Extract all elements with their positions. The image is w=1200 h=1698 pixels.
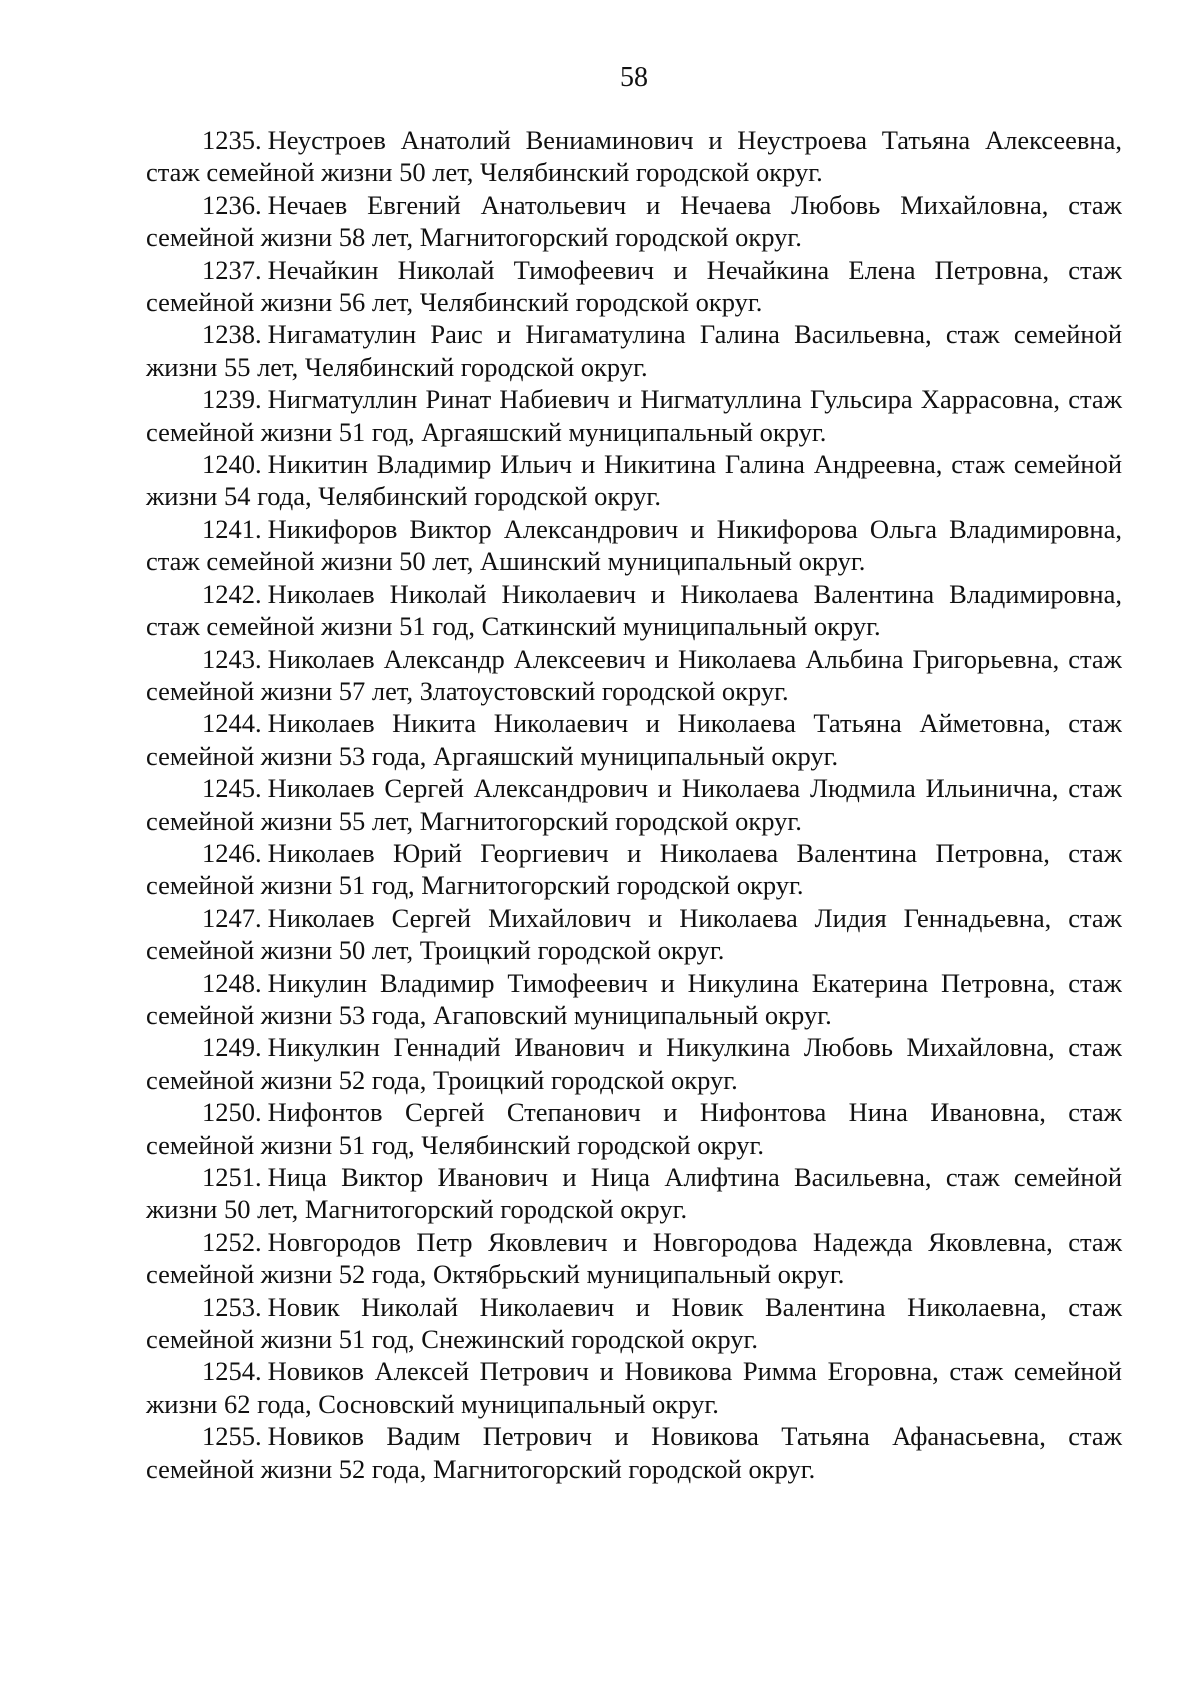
entry-number: 1235. (202, 125, 262, 155)
list-item (146, 707, 1122, 772)
list-item (146, 189, 1122, 254)
list-item (146, 254, 1122, 319)
entry-text: Николаев Сергей Михайлович и Николаева Лидия Геннадьевна, стаж семейной жизни 50 лет, Троицкий городской округ. (146, 902, 1122, 966)
entry-text: Никитин Владимир Ильич и Никитина Галина Андреевна, стаж семейной жизни 54 года, Челябинский городской округ. (146, 449, 1122, 512)
entry-text: Новиков Алексей Петрович и Новикова Римма Егоровна, стаж семейной жизни 62 года, Сосновский муниципальный округ. (146, 1356, 1122, 1419)
entry-text: Нигматуллин Ринат Набиевич и Нигматуллина Гульсира Харрасовна, стаж семейной жизни 51 год, Аргаяшский муниципальный округ. (146, 384, 1122, 447)
entry-text: Никулкин Геннадий Иванович и Никулкина Любовь Михайловна, стаж семейной жизни 52 года, Троицкий городской округ. (146, 1032, 1122, 1095)
list-item (146, 967, 1122, 1032)
list-item (146, 643, 1122, 708)
entry-number: 1242. (202, 578, 262, 609)
entry-number: 1255. (202, 1421, 262, 1452)
entry-number: 1240. (202, 449, 262, 480)
entry-number: 1246. (202, 837, 262, 868)
entry-text: Николаев Сергей Александрович и Николаева Людмила Ильинична, стаж семейной жизни 55 лет, Магнитогорский городской округ. (146, 773, 1122, 836)
list-item (146, 383, 1122, 448)
entry-number: 1248. (202, 967, 262, 998)
entry-number: 1249. (202, 1032, 262, 1063)
entry-text: Николаев Александр Алексеевич и Николаева Альбина Григорьевна, стаж семейной жизни 57 лет, Златоустовский городской округ. (146, 643, 1122, 706)
entry-number: 1237. (202, 254, 262, 285)
entry-text: Ница Виктор Иванович и Ница Алифтина Васильевна, стаж семейной жизни 50 лет, Магнитогорский городской округ. (146, 1162, 1122, 1225)
list-item (146, 1420, 1122, 1485)
list-item (146, 448, 1122, 513)
entry-number: 1252. (202, 1226, 262, 1257)
entry-text: Никифоров Виктор Александрович и Никифорова Ольга Владимировна, стаж семейной жизни 50 лет, Ашинский муниципальный округ. (146, 513, 1122, 577)
entry-number: 1247. (202, 902, 262, 933)
list-item (146, 1161, 1122, 1226)
list-item (146, 837, 1122, 902)
page-number: 58 (620, 62, 648, 93)
list-item (146, 772, 1122, 837)
list-item (146, 513, 1122, 578)
list-item (146, 1291, 1122, 1356)
entry-text: Нифонтов Сергей Степанович и Нифонтова Нина Ивановна, стаж семейной жизни 51 год, Челябинский городской округ. (146, 1097, 1122, 1160)
list-item (146, 318, 1122, 383)
entry-text: Неустроев Анатолий Вениаминович и Неустроева Татьяна Алексеевна, стаж семейной жизни 50 лет, Челябинский городской округ. (146, 125, 1122, 188)
entry-text: Нигаматулин Раис и Нигаматулина Галина Васильевна, стаж семейной жизни 55 лет, Челябинский городской округ. (146, 319, 1122, 382)
entry-number: 1253. (202, 1291, 262, 1322)
entry-number: 1239. (202, 384, 262, 415)
list-item (146, 124, 1122, 189)
entry-text: Николаев Никита Николаевич и Николаева Татьяна Айметовна, стаж семейной жизни 53 года, Аргаяшский муниципальный округ. (146, 708, 1122, 771)
entry-text: Новгородов Петр Яковлевич и Новгородова Надежда Яковлевна, стаж семейной жизни 52 года, Октябрьский муниципальный округ. (146, 1226, 1122, 1290)
entry-number: 1238. (202, 319, 262, 350)
entry-text: Новиков Вадим Петрович и Новикова Татьяна Афанасьевна, стаж семейной жизни 52 года, Магнитогорский городской округ. (146, 1421, 1122, 1484)
entry-number: 1243. (202, 643, 262, 674)
entry-number: 1245. (202, 773, 262, 804)
entry-text: Нечаев Евгений Анатольевич и Нечаева Любовь Михайловна, стаж семейной жизни 58 лет, Магнитогорский городской округ. (146, 189, 1122, 253)
entry-text: Никулин Владимир Тимофеевич и Никулина Екатерина Петровна, стаж семейной жизни 53 года, Агаповский муниципальный округ. (146, 967, 1122, 1030)
entry-number: 1251. (202, 1162, 262, 1192)
entries-list (146, 124, 1122, 1485)
list-item (146, 1226, 1122, 1291)
entry-number: 1241. (202, 513, 262, 544)
list-item (146, 578, 1122, 643)
entry-number: 1254. (202, 1356, 262, 1387)
entry-text: Нечайкин Николай Тимофеевич и Нечайкина Елена Петровна, стаж семейной жизни 56 лет, Челябинский городской округ. (146, 254, 1122, 318)
list-item (146, 902, 1122, 967)
entry-text: Николаев Юрий Георгиевич и Николаева Валентина Петровна, стаж семейной жизни 51 год, Магнитогорский городской округ. (146, 837, 1122, 901)
list-item (146, 1031, 1122, 1096)
list-item (146, 1355, 1122, 1420)
entry-number: 1236. (202, 189, 262, 220)
list-item (146, 1096, 1122, 1161)
entry-text: Николаев Николай Николаевич и Николаева Валентина Владимировна, стаж семейной жизни 51 год, Саткинский муниципальный округ. (146, 578, 1122, 642)
entry-number: 1250. (202, 1097, 262, 1128)
entry-text: Новик Николай Николаевич и Новик Валентина Николаевна, стаж семейной жизни 51 год, Снежинский городской округ. (146, 1291, 1122, 1355)
entry-number: 1244. (202, 708, 262, 739)
